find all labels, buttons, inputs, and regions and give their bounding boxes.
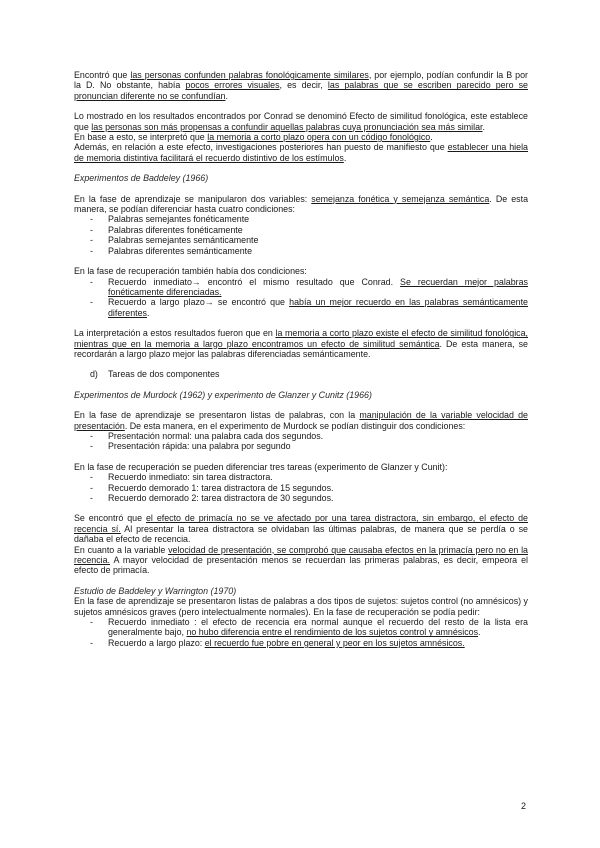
underlined-text: la memoria a corto plazo opera con un código fonológico: [207, 132, 431, 143]
underlined-text: manipulación de la variable velocidad de presentación: [74, 410, 528, 431]
list-item: - Palabras diferentes semánticamente: [74, 246, 528, 256]
document-page: [74, 70, 528, 648]
list-item: - Recuerdo inmediato: sin tarea distractora.: [74, 472, 528, 482]
heading-murdock-glanzer: Experimentos de Murdock (1962) y experimento de Glanzer y Cunitz (1966): [74, 389, 372, 400]
page-number: 2: [520, 801, 526, 811]
underlined-text: las personas confunden palabras fonológicamente similares: [130, 70, 369, 80]
recovery-conditions-list: [74, 277, 528, 319]
underlined-text: la memoria a corto plazo existe el efecto de similitud fonológica, mientras que en la memoria a largo plazo encontramos un efecto de similitud semántica: [74, 328, 529, 349]
underlined-text: Se recuerdan mejor palabras fonéticamente diferenciadas.: [108, 276, 528, 297]
amnesic-recall-list: [74, 617, 528, 648]
paragraph-learning-phase-baddeley: En la fase de aprendizaje se manipularon dos variables: semejanza fonética y semejanza semántica. De esta manera, se podían diferenciar hasta cuatro condiciones:: [74, 193, 529, 215]
paragraph-amnesic-study: En la fase de aprendizaje se presentaron listas de palabras a dos tipos de sujetos: sujetos control (no amnésicos) y sujetos amnésicos graves (pero intelectualmente normales). En la fase de recuperación se podía pedir:: [74, 596, 528, 617]
section-label: d): [90, 369, 98, 380]
list-item: - Recuerdo a largo plazo→ se encontró que había un mejor recuerdo en las palabras semánticamente diferentes.: [74, 297, 528, 318]
list-item: - Palabras semejantes fonéticamente: [74, 214, 528, 224]
paragraph-conrad-findings: Encontró que las personas confunden palabras fonológicamente similares, por ejemplo, podían confundir la B por la D. No obstante, había pocos errores visuales, es decir, las palabras que se escriben parecido pero se pronuncian diferente no se confundían.: [74, 70, 528, 101]
underlined-text: semejanza fonética y semejanza semántica: [311, 193, 490, 204]
list-item: - Presentación normal: una palabra cada dos segundos.: [74, 431, 528, 441]
underlined-text: las palabras que se escriben parecido pero se pronuncian diferente no se confundían: [74, 80, 528, 101]
list-item: - Presentación rápida: una palabra por segundo: [74, 441, 528, 451]
underlined-text: establecer una hiela de memoria distintiva facilitará el recuerdo distintivo de los estímulos: [74, 142, 528, 163]
paragraph-interpretation: En base a esto, se interpretó que la memoria a corto plazo opera con un código fonológico.: [74, 132, 433, 143]
list-item: - Recuerdo demorado 1: tarea distractora de 15 segundos.: [74, 483, 528, 493]
list-item: - Palabras diferentes fonéticamente: [74, 225, 528, 235]
paragraph-learning-phase-murdock: En la fase de aprendizaje se presentaron listas de palabras, con la manipulación de la variable velocidad de presentación. De esta manera, en el experimento de Murdock se podían distinguir dos condiciones:: [74, 410, 528, 431]
paragraph-primacy-recency: Se encontró que el efecto de primacía no se ve afectado por una tarea distractora, sin embargo, el efecto de recencia sí. Al presentar la tarea distractora se olvidaban las últimas palabras, de manera que se perdía o se dañaba el efecto de recencia.: [74, 513, 528, 545]
list-item: - Recuerdo demorado 2: tarea distractora de 30 segundos.: [74, 493, 528, 503]
underlined-text: el recuerdo fue pobre en general y peor en los sujetos amnésicos.: [204, 637, 465, 648]
section-title: Tareas de dos componentes: [108, 369, 220, 380]
underlined-text: velocidad de presentación, se comprobó que causaba efectos en la primacía pero no en la recencia.: [74, 544, 528, 566]
underlined-text: pocos errores visuales: [185, 80, 280, 91]
heading-baddeley-1966: Experimentos de Baddeley (1966): [74, 173, 209, 184]
list-item: - Recuerdo inmediato→ encontró el mismo resultado que Conrad. Se recuerdan mejor palabras fonéticamente diferenciadas.: [74, 277, 528, 298]
paragraph-phonological-effect: Lo mostrado en los resultados encontrados por Conrad se denominó Efecto de similitud fonológica, este establece que las personas son más propensas a confundir aquellas palabras cuya pronunciación sea más similar.: [74, 111, 528, 132]
list-item: - Palabras semejantes semánticamente: [74, 235, 528, 245]
paragraph-baddeley-interpretation: La interpretación a estos resultados fueron que en la memoria a corto plazo existe el efecto de similitud fonológica, mientras que en la memoria a largo plazo encontramos un efecto de similitud semántica. De esta manera, se recordarán a largo plazo mejor las palabras diferenciadas semánticamente.: [74, 328, 529, 359]
conditions-list: [74, 214, 528, 256]
paragraph-presentation-speed: En cuanto a la variable velocidad de presentación, se comprobó que causaba efectos en la primacía pero no en la recencia. A mayor velocidad de presentación menos se recuerdan las primeras palabras, es decir, empeora el efecto de primacía.: [74, 544, 528, 576]
recall-tasks-list: [74, 472, 528, 503]
presentation-conditions-list: [74, 431, 528, 452]
paragraph-recovery-phase-baddeley: En la fase de recuperación también había dos condiciones:: [74, 266, 307, 277]
underlined-text: no hubo diferencia entre el rendimiento de los sujetos control y amnésicos: [186, 627, 479, 638]
underlined-text: las personas son más propensas a confundir aquellas palabras cuya pronunciación sea más similar: [91, 121, 483, 132]
list-item: - Recuerdo a largo plazo: el recuerdo fue pobre en general y peor en los sujetos amnésicos.: [74, 638, 528, 648]
paragraph-recovery-phase-glanzer: En la fase de recuperación se pueden diferenciar tres tareas (experimento de Glanzer y Cunit):: [74, 461, 448, 472]
underlined-text: había un mejor recuerdo en las palabras semánticamente diferentes: [108, 297, 528, 318]
section-heading-d: [74, 369, 528, 379]
list-item: - Recuerdo inmediato : el efecto de recencia era normal aunque el recuerdo del resto de la lista era generalmente bajo, no hubo diferencia entre el rendimiento de los sujetos control y amnésicos.: [74, 617, 528, 638]
underlined-text: el efecto de primacía no se ve afectado por una tarea distractora, sin embargo, el efecto de recencia sí.: [74, 513, 528, 534]
heading-baddeley-warrington: Estudio de Baddeley y Warrington (1970): [74, 585, 237, 596]
paragraph-later-research: Además, en relación a este efecto, investigaciones posteriores han puesto de manifiesto que establecer una hiela de memoria distintiva facilitará el recuerdo distintivo de los estímulos.: [74, 142, 528, 163]
